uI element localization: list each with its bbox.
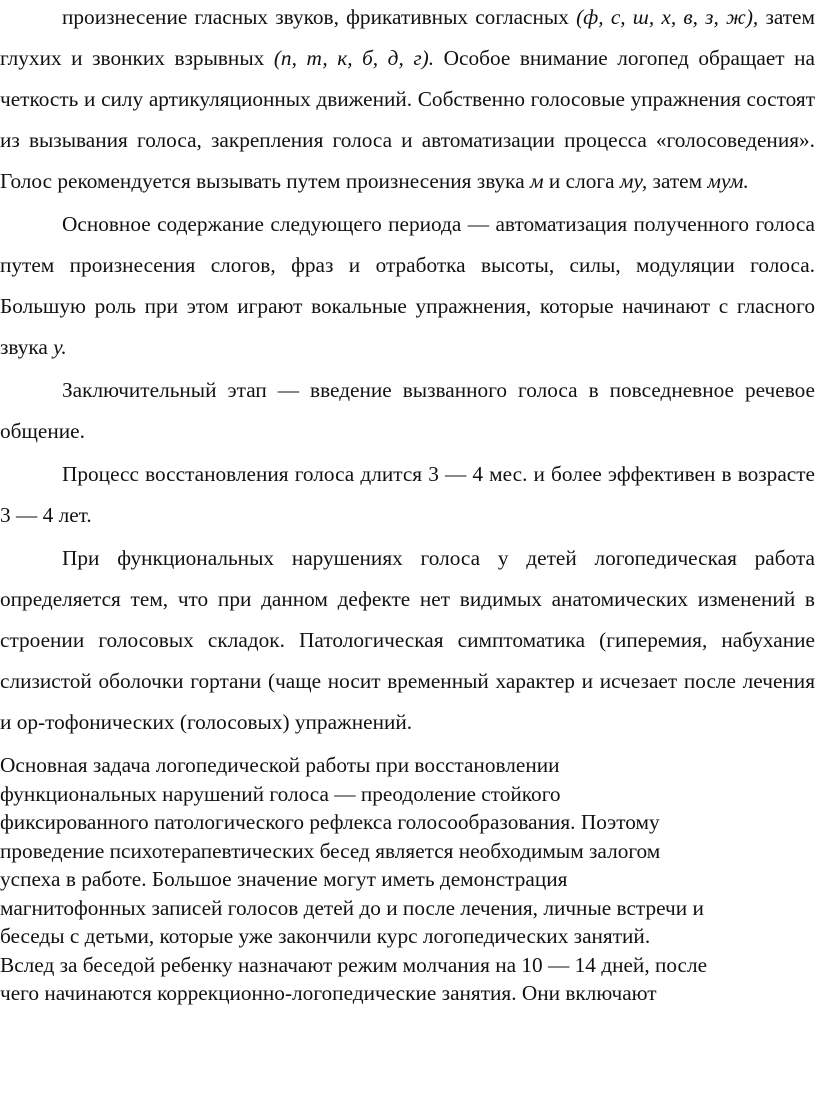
paragraph-text: Особое внимание логопед обращает на четкость и силу артикуляционных движений. Собственно голосовые упражнения состоят из вызывания голоса, закрепления голоса и автоматизации процесса «голосоведения». Голос рекомендуется вызывать путем произнесения звука [0, 46, 815, 193]
paragraph-articulation [0, 0, 816, 202]
paragraph-automation [0, 204, 816, 368]
paragraph-italic: м [530, 169, 544, 193]
paragraph-final-stage: Заключительный этап — введение вызванного голоса в повседневное речевое общение. [0, 378, 815, 443]
paragraph-italic: му, [619, 169, 648, 193]
paragraph-line: успеха в работе. Большое значение могут иметь демонстрация [0, 867, 568, 891]
paragraph-line: Основная задача логопедической работы при восстановлении [0, 753, 560, 777]
paragraph-text: затем [647, 169, 708, 193]
paragraph-italic: у. [53, 335, 67, 359]
paragraph-line: проведение психотерапевтических бесед является необходимым залогом [0, 838, 661, 863]
paragraph-line: беседы с детьми, которые уже закончили курс логопедических занятий. [0, 924, 651, 948]
paragraph-line: функциональных нарушений голоса — преодоление стойкого [0, 781, 561, 806]
paragraph-text: затем глухих и звонких взрывных [0, 5, 815, 70]
paragraph-italic: (ф, с, ш, х, в, з, ж), [576, 5, 759, 29]
paragraph-line: магнитофонных записей голосов детей до и после лечения, личные встречи и [0, 895, 704, 920]
paragraph-text: произнесение гласных звуков, фрикативных согласных [62, 5, 577, 29]
paragraph-italic: мум. [707, 169, 749, 193]
paragraph-main-task [0, 751, 816, 1008]
paragraph-text: и слога [543, 169, 620, 193]
paragraph-italic: (п, т, к, б, д, г). [273, 46, 435, 70]
paragraph-line: Вслед за беседой ребенку назначают режим молчания на 10 — 14 дней, после [0, 952, 708, 977]
paragraph-functional-disorders: При функциональных нарушениях голоса у детей логопедическая работа определяется тем, что при данном дефекте нет видимых анатомических изменений в строении голосовых складок. Патологическая симптоматика (гиперемия, набухание слизистой оболочки гортани (чаще носит временный характер и исчезает после лечения и ор-тофонических (голосовых) упражнений. [0, 546, 815, 734]
paragraph-line: фиксированного патологического рефлекса голосообразования. Поэтому [0, 810, 660, 834]
paragraph-duration: Процесс восстановления голоса длится 3 — 4 мес. и более эффективен в возрасте 3 — 4 лет. [0, 462, 815, 527]
paragraph-text: Основное содержание следующего периода — автоматизация полученного голоса путем произнесения слогов, фраз и отработка высоты, силы, модуляции голоса. Большую роль при этом играют вокальные упражнения, которые начинают с гласного звука [0, 212, 815, 359]
paragraph-line: чего начинаются коррекционно-логопедические занятия. Они включают [0, 981, 657, 1005]
